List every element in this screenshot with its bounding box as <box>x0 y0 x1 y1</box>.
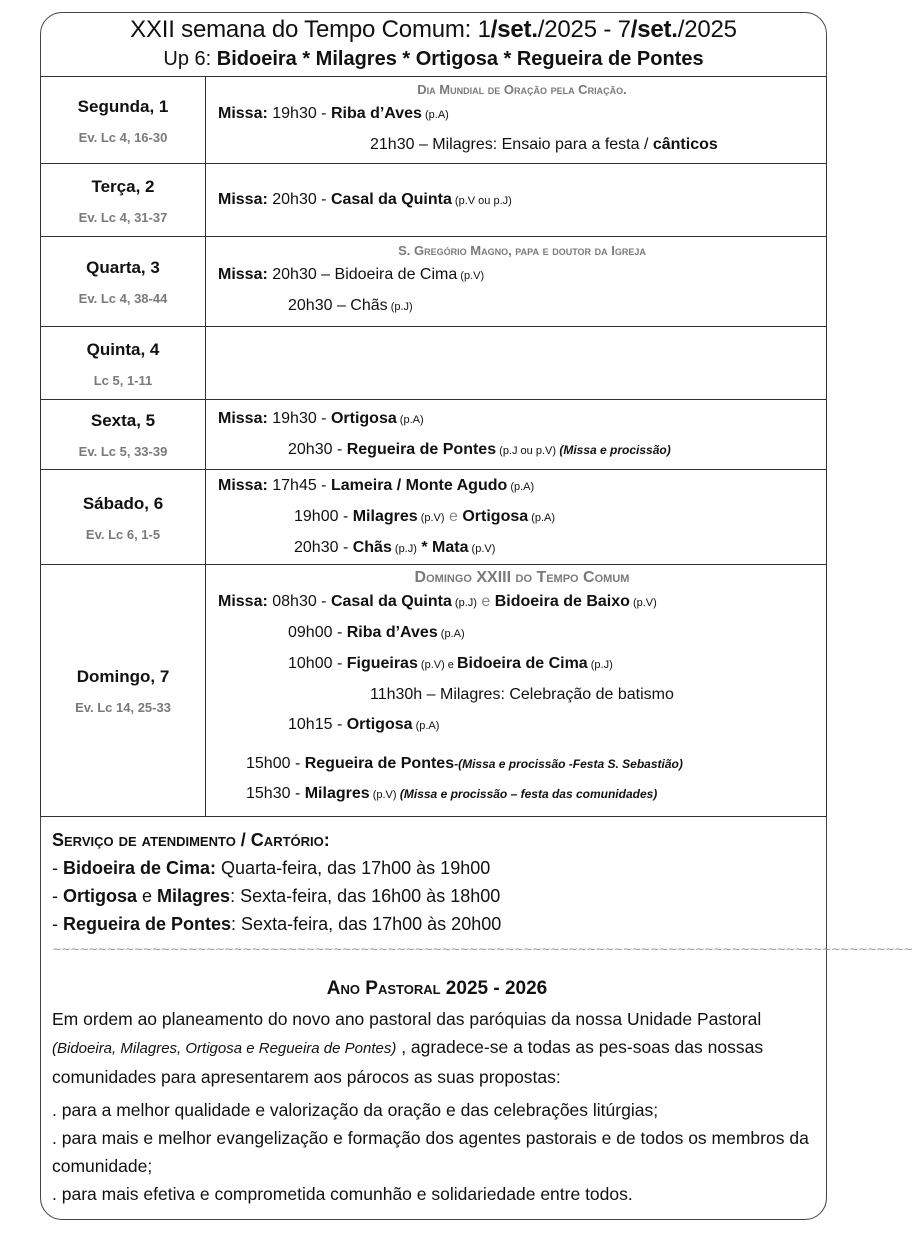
schedule-table <box>40 76 827 817</box>
day-name: Quarta, 3 <box>86 258 160 277</box>
pastoral-point: . para mais efetiva e comprometida comunhão e solidariedade entre todos. <box>52 1184 633 1204</box>
mass-line: 20h30 - Chãs (p.J) * Mata (p.V) <box>294 538 496 556</box>
day-name: Sexta, 5 <box>90 411 156 430</box>
day-row <box>41 237 827 327</box>
gospel-reference: Ev. Lc 4, 16-30 <box>78 129 168 145</box>
day-name: Quinta, 4 <box>86 339 160 359</box>
pastoral-points <box>52 1096 822 1208</box>
day-name: Domingo, 7 <box>76 667 170 686</box>
mass-line: Missa: 19h30 - Riba d’Aves (p.A) <box>218 104 449 122</box>
week-title: XXII semana do Tempo Comum: 1/set./2025 - 7/set./2025 <box>130 16 737 43</box>
mass-line: 20h30 – Chãs (p.J) <box>288 296 413 314</box>
events-cell <box>206 237 827 327</box>
mass-line: 15h00 - Regueira de Pontes-(Missa e procissão -Festa S. Sebastião) <box>246 755 683 772</box>
header <box>40 14 827 72</box>
day-cell <box>41 470 206 565</box>
day-row <box>41 164 827 237</box>
gospel-reference: Ev. Lc 4, 31-37 <box>78 209 168 225</box>
mass-line: Missa: 20h30 - Casal da Quinta (p.V ou p.J) <box>218 190 512 208</box>
day-row <box>41 77 827 164</box>
pastoral-unit-subtitle: Up 6: Bidoeira * Milagres * Ortigosa * Regueira de Pontes <box>163 48 704 70</box>
feast-title: S. Gregório Magno, papa e doutor da Igreja <box>398 242 646 258</box>
pastoral-point: . para a melhor qualidade e valorização da oração e das celebrações litúrgias; <box>52 1100 659 1120</box>
service-item: - Regueira de Pontes: Sexta-feira, das 17h00 às 20h00 <box>52 914 502 934</box>
events-cell <box>206 327 827 400</box>
events-cell <box>206 400 827 470</box>
events-cell <box>206 77 827 164</box>
day-row <box>41 565 827 817</box>
day-cell <box>41 565 206 817</box>
mass-line: 09h00 - Riba d’Aves (p.A) <box>288 624 465 641</box>
service-item: - Ortigosa e Milagres: Sexta-feira, das 16h00 às 18h00 <box>52 886 501 906</box>
day-row <box>41 327 827 400</box>
mass-line: Missa: 17h45 - Lameira / Monte Agudo (p.A) <box>218 476 535 494</box>
day-name: Segunda, 1 <box>77 96 169 116</box>
day-cell <box>41 400 206 470</box>
gospel-reference: Ev. Lc 14, 25-33 <box>75 700 171 715</box>
wavy-divider: ∼∼∼∼∼∼∼∼∼∼∼∼∼∼∼∼∼∼∼∼∼∼∼∼∼∼∼∼∼∼∼∼∼∼∼∼∼∼∼∼∼∼∼∼∼∼∼∼∼∼∼∼∼∼∼∼∼∼∼∼∼∼∼∼∼∼∼∼∼∼∼∼∼∼∼∼∼∼∼∼∼∼∼∼∼∼∼∼∼∼∼∼∼∼∼ <box>52 942 912 956</box>
feast-title: Dia Mundial de Oração pela Criação. <box>417 81 627 97</box>
mass-line: Missa: 20h30 – Bidoeira de Cima (p.V) <box>218 265 485 283</box>
mass-line: 15h30 - Milagres (p.V) (Missa e procissão – festa das comunidades) <box>246 785 658 802</box>
feast-title: Domingo XXIII do Tempo Comum <box>414 569 630 586</box>
day-cell <box>41 237 206 327</box>
day-name: Terça, 2 <box>91 176 155 196</box>
mass-line: 10h00 - Figueiras (p.V) e Bidoeira de Cima (p.J) <box>288 655 613 672</box>
mass-line: 11h30h – Milagres: Celebração de batismo <box>370 686 674 703</box>
service-item: - Bidoeira de Cima: Quarta-feira, das 17h00 às 19h00 <box>52 858 491 878</box>
gospel-reference: Ev. Lc 5, 33-39 <box>78 444 168 459</box>
events-cell <box>206 164 827 237</box>
mass-line: 19h00 - Milagres (p.V) e Ortigosa (p.A) <box>294 507 556 525</box>
pastoral-intro: Em ordem ao planeamento do novo ano pastoral das paróquias da nossa Unidade Pastoral (Bidoeira, Milagres, Ortigosa e Regueira de Pontes) , agradece-se a todas as pes-soas das nossas comunidades para apresentarem aos párocos as suas propostas: <box>52 1009 764 1087</box>
mass-line: 21h30 – Milagres: Ensaio para a festa / cânticos <box>370 135 718 153</box>
day-name: Sábado, 6 <box>82 493 164 513</box>
service-section <box>52 826 822 938</box>
events-cell <box>206 565 827 817</box>
gospel-reference: Ev. Lc 4, 38-44 <box>78 291 168 306</box>
pastoral-point: . para mais e melhor evangelização e formação dos agentes pastorais e de todos os membros da comunidade; <box>52 1128 809 1176</box>
mass-line: Missa: 08h30 - Casal da Quinta (p.J) e Bidoeira de Baixo (p.V) <box>218 593 657 610</box>
day-row <box>41 400 827 470</box>
gospel-reference: Lc 5, 1-11 <box>93 372 153 388</box>
mass-line: 10h15 - Ortigosa (p.A) <box>288 716 440 733</box>
day-row <box>41 470 827 565</box>
mass-line: 20h30 - Regueira de Pontes (p.J ou p.V) (Missa e procissão) <box>288 440 671 458</box>
day-cell <box>41 164 206 237</box>
mass-line: Missa: 19h30 - Ortigosa (p.A) <box>218 409 424 427</box>
service-title: Serviço de atendimento / Cartório: <box>52 830 330 850</box>
day-cell <box>41 327 206 400</box>
gospel-reference: Ev. Lc 6, 1-5 <box>85 526 161 542</box>
events-cell <box>206 470 827 565</box>
pastoral-title: Ano Pastoral 2025 - 2026 <box>326 978 548 999</box>
day-cell <box>41 77 206 164</box>
